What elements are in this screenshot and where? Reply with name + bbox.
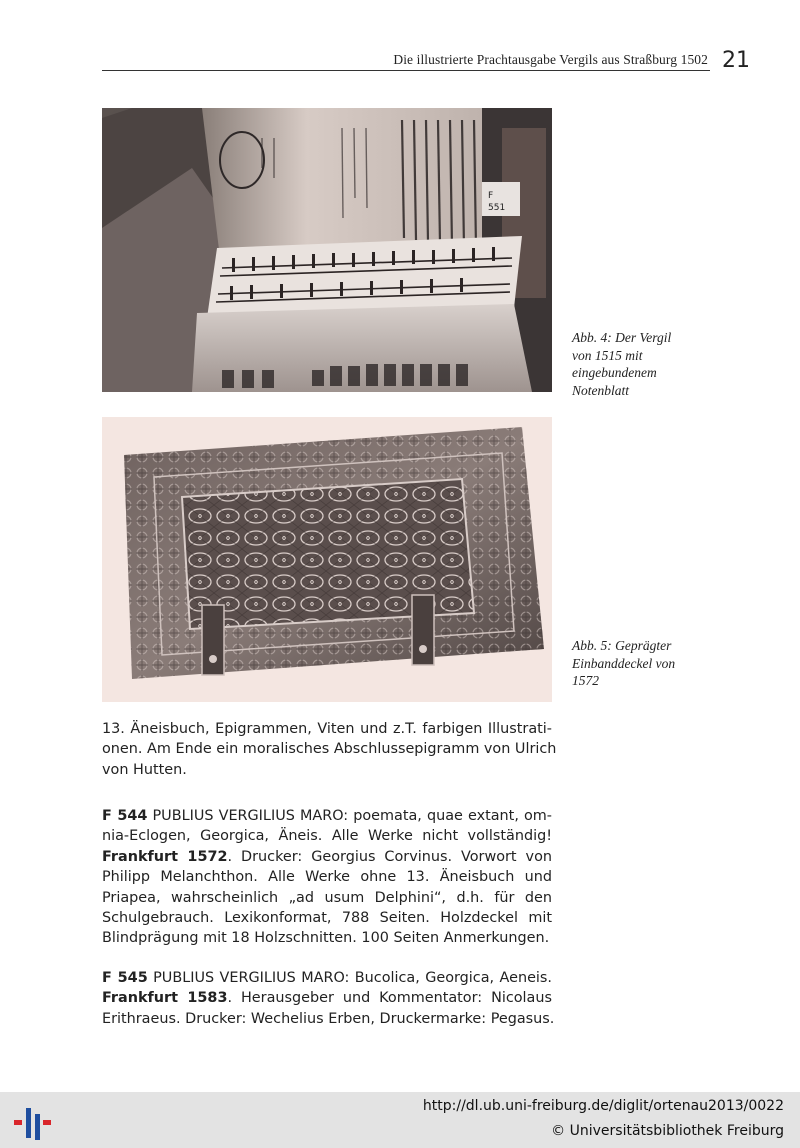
caption-line: von 1515 mit	[572, 347, 643, 363]
line-text: nia-Eclogen, Georgica, Äneis. Alle Werke nicht vollständig!	[102, 828, 552, 845]
line-text: Blindprägung mit 18 Holzschnitten. 100 Seiten Anmerkungen.	[102, 930, 550, 947]
caption-line: eingebundenem	[572, 365, 657, 380]
caption-line: Einbanddeckel von	[572, 655, 676, 671]
text-line	[102, 867, 552, 887]
entry-f544	[102, 806, 552, 949]
spine-label-top: F	[488, 191, 494, 201]
text-line	[102, 968, 552, 988]
figure-embossed-cover-photo	[102, 417, 552, 702]
caption-line: Abb. 4: Der Vergil	[572, 330, 672, 345]
photo-embossed-book-cover	[102, 417, 552, 702]
text-line	[102, 1009, 555, 1029]
footer-bar	[0, 1092, 800, 1148]
text-line	[102, 888, 552, 908]
line-text: . Drucker: Georgius Corvinus. Vorwort von	[227, 848, 552, 865]
footer-copyright: © Universitätsbibliothek Freiburg	[551, 1123, 784, 1139]
figure-4-caption	[572, 329, 712, 399]
line-text: onen. Am Ende ein moralisches Abschlussepigramm von Ulrich	[102, 741, 557, 758]
place-year: Frankfurt 1583	[102, 990, 228, 1007]
caption-line: 1572	[572, 673, 599, 688]
figure-5-caption	[572, 637, 712, 690]
footer-url-link[interactable]: http://dl.ub.uni-freiburg.de/diglit/ortenau2013/0022	[422, 1098, 784, 1114]
place-year: Frankfurt 1572	[102, 848, 228, 865]
text-line	[102, 739, 557, 759]
line-text: PUBLIUS VERGILIUS MARO: poemata, quae extant, om-	[147, 808, 552, 824]
line-text: von Hutten.	[102, 761, 187, 778]
text-line	[102, 908, 552, 928]
entry-f545	[102, 968, 555, 1029]
library-logo-icon	[12, 1102, 52, 1142]
line-text: Schulgebrauch. Lexikonformat, 788 Seiten. Holzdeckel mit	[102, 910, 552, 927]
line-text: Philipp Melanchthon. Alle Werke ohne 13. Äneisbuch und	[102, 869, 552, 886]
text-line	[102, 826, 552, 846]
text-line	[102, 760, 552, 780]
entry-number: F 545	[102, 970, 148, 986]
paragraph-continuation	[102, 719, 557, 780]
running-title: Die illustrierte Prachtausgabe Vergils aus Straßburg 1502	[393, 52, 708, 67]
figure-vergil-1515-photo	[102, 108, 552, 392]
text-line	[102, 719, 552, 739]
line-text: . Herausgeber und Kommentator: Nicolaus	[227, 990, 552, 1007]
photo-book-with-music-sheet	[102, 108, 552, 392]
text-line	[102, 928, 552, 948]
text-line	[102, 806, 552, 826]
caption-line: Notenblatt	[572, 382, 629, 398]
line-text: Priapea, wahrscheinlich „ad usum Delphini“, d.h. für den	[102, 889, 552, 906]
line-text: Erithraeus. Drucker: Wechelius Erben, Druckermarke: Pegasus.	[102, 1010, 555, 1027]
text-line	[102, 847, 552, 867]
running-header	[102, 46, 710, 71]
line-text: PUBLIUS VERGILIUS MARO: Bucolica, Georgica, Aeneis.	[147, 970, 552, 986]
line-text: 13. Äneisbuch, Epigrammen, Viten und z.T. farbigen Illustrati-	[102, 721, 552, 737]
text-line	[102, 988, 552, 1008]
page-number: 21	[722, 48, 750, 73]
spine-label-number: 551	[488, 203, 506, 213]
entry-number: F 544	[102, 808, 148, 824]
caption-line: Abb. 5: Geprägter	[572, 638, 672, 653]
